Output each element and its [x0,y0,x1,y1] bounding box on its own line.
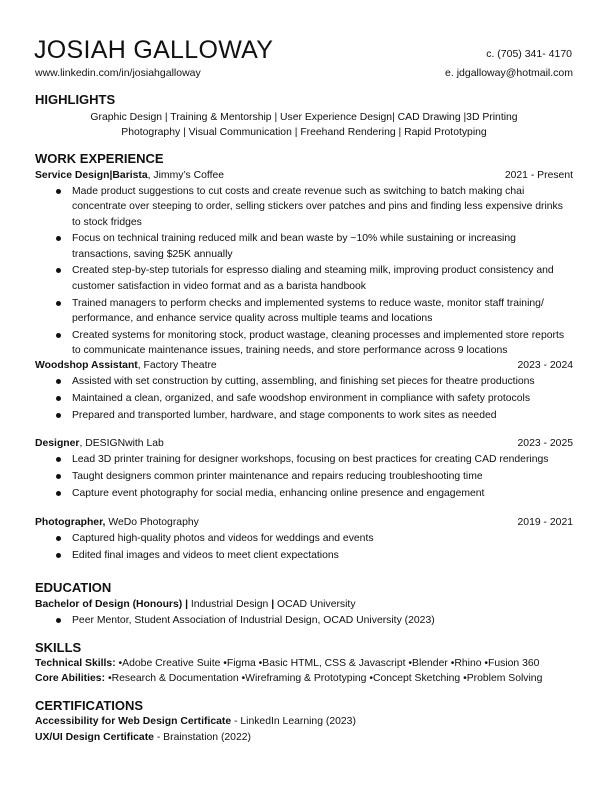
bullet-text: Created systems for monitoring stock, product wastage, cleaning processes and implemented store reports to communicate maintenance issues, training needs, and store performance across 9 locations [72,329,565,356]
job-entry [35,358,573,424]
job-role: Service Design|Barista [35,170,148,181]
job-role: Photographer, [35,517,106,528]
list-item [35,469,573,484]
job-org: , Factory Theatre [137,360,217,371]
job-org: , Jimmy’s Coffee [147,170,225,181]
bullet-icon [56,301,61,306]
job-role: Designer [35,438,80,449]
list-item [35,328,573,359]
list-item [35,374,573,389]
bullet-text: Created step-by-step tutorials for espresso dialing and steaming milk, improving product consistency and customer satisfaction in video format and as a barista handbook [72,265,554,292]
bullet-text: Made product suggestions to cut costs and create revenue such as switching to batch making chai concentrate over steeping to order, selling stickers over patches and pins and finding less expensive drinks to stock fridges [72,186,563,228]
certification-item [35,730,251,746]
core-abilities [35,671,542,687]
bullet-icon [56,413,61,418]
job-org: WeDo Photography [105,517,199,528]
skills-heading: SKILLS [35,640,82,655]
job-dates: 2023 - 2025 [517,438,573,449]
bullet-icon [56,553,61,558]
bullet-icon [56,333,61,338]
core-abilities-label: Core Abilities: [35,673,106,684]
highlights-list [35,110,573,140]
bullet-text: Prepared and transported lumber, hardware, and stage components to work sites as needed [72,409,497,421]
list-item [35,531,573,546]
list-item [35,184,573,230]
bullet-icon [56,491,61,496]
certifications-heading: CERTIFICATIONS [35,698,144,713]
technical-skills-label: Technical Skills: [35,658,116,669]
bullet-icon [56,236,61,241]
school: OCAD University [274,599,356,610]
education-entry [35,597,573,630]
highlights-heading: HIGHLIGHTS [35,92,116,107]
job-entry [35,515,573,565]
list-item [35,452,573,467]
technical-skills-list: •Adobe Creative Suite •Figma •Basic HTML, CSS & Javascript •Blender •Rhino •Fusion 360 [115,658,540,669]
job-entry [35,168,573,360]
bullet-icon [56,618,61,623]
bullet-text: Lead 3D printer training for designer workshops, focusing on best practices for creating CAD renderings [72,454,549,465]
bullet-text: Maintained a clean, organized, and safe woodshop environment in compliance with safety protocols [72,392,531,404]
list-item [35,296,573,327]
list-item [35,408,573,423]
certification-detail: - Brainstation (2022) [153,732,251,743]
separator: | [271,599,275,610]
bullet-icon [56,536,61,541]
job-dates: 2023 - 2024 [517,360,573,371]
program: Industrial Design [188,599,272,610]
highlights-line: Graphic Design | Training & Mentorship | User Experience Design| CAD Drawing |3D Printing [90,112,518,123]
bullet-text: Capture event photography for social media, enhancing online presence and engagement [72,487,485,499]
job-entry [35,436,573,502]
bullet-icon [56,268,61,273]
degree: Bachelor of Design (Honours) | [35,599,189,610]
bullet-icon [56,457,61,462]
bullet-text: Captured high-quality photos and videos for weddings and events [72,533,374,544]
highlights-line: Photography | Visual Communication | Freehand Rendering | Rapid Prototyping [121,127,487,138]
certification-detail: - LinkedIn Learning (2023) [231,716,356,727]
phone-number: c. (705) 341- 4170 [486,48,572,60]
technical-skills [35,656,539,672]
bullet-text: Assisted with set construction by cutting, assembling, and finishing set pieces for theatre productions [72,376,535,387]
list-item [35,613,573,628]
bullet-icon [56,396,61,401]
bullet-text: Edited final images and videos to meet client expectations [72,549,339,561]
bullet-text: Trained managers to perform checks and implemented systems to reduce waste, monitor staff training/ performance, and enhance service quality across multiple teams and locations [72,297,544,324]
list-item [35,486,573,501]
list-item [35,391,573,406]
list-item [35,548,573,563]
bullet-icon [56,379,61,384]
certification-name: Accessibility for Web Design Certificate [35,716,232,727]
list-item [35,263,573,294]
email-address[interactable]: e. jdgalloway@hotmail.com [445,67,573,79]
job-dates: 2019 - 2021 [517,517,573,528]
core-abilities-list: •Research & Documentation •Wireframing & Prototyping •Concept Sketching •Problem Solving [105,673,543,684]
bullet-text: Peer Mentor, Student Association of Industrial Design, OCAD University (2023) [72,615,435,626]
work-experience-heading: WORK EXPERIENCE [35,151,164,166]
bullet-icon [56,189,61,194]
job-dates: 2021 - Present [504,170,573,181]
bullet-text: Taught designers common printer maintenance and repairs reducing troubleshooting time [72,470,483,482]
job-role: Woodshop Assistant [35,360,138,371]
certification-name: UX/UI Design Certificate [35,732,154,743]
job-org: , DESIGNwith Lab [79,438,164,449]
list-item [35,231,573,262]
candidate-name: JOSIAH GALLOWAY [34,36,274,64]
bullet-text: Focus on technical training reduced milk and bean waste by ~10% while sustaining or increasing transactions, saving $25K annually [72,233,516,260]
education-heading: EDUCATION [35,580,112,595]
certification-item [35,714,356,730]
linkedin-link[interactable]: www.linkedin.com/in/josiahgalloway [35,67,201,79]
bullet-icon [56,474,61,479]
